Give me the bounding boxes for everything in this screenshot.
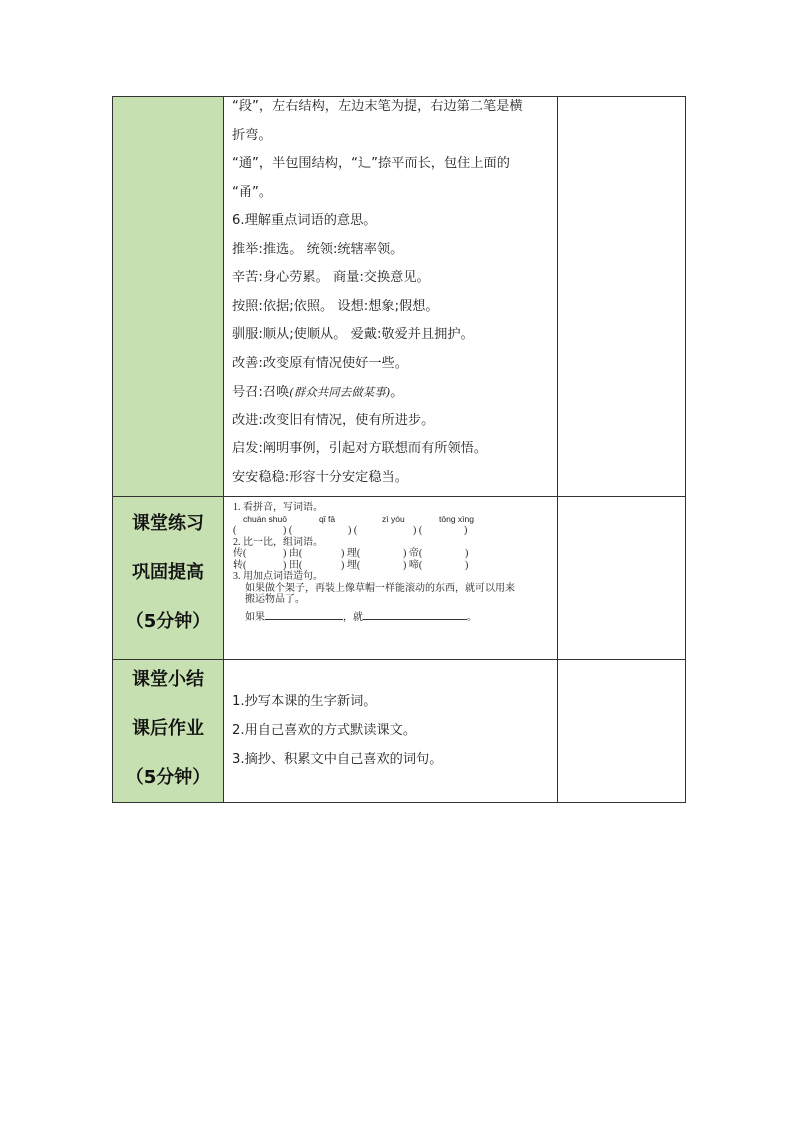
answer-parens: ( ) ( ) ( ) ( ) xyxy=(233,525,468,536)
list-item: 3.摘抄、积累文中自己喜欢的词句。 xyxy=(232,752,443,767)
pinyin: chuán shuō xyxy=(243,513,287,524)
section-label: 课堂小结 xyxy=(132,669,204,690)
compare-row: 转( ) 田( ) 埋( ) 啼( ) xyxy=(233,559,469,571)
fill-blank[interactable] xyxy=(363,610,467,620)
question-1: 1. 看拼音，写词语。 xyxy=(233,502,323,513)
list-item: 1.抄写本课的生字新词。 xyxy=(232,694,377,709)
list-item: 改进:改变旧有情况，使有所进步。 xyxy=(232,412,435,428)
lesson-plan-table xyxy=(112,96,686,803)
list-item: 6.理解重点词语的意思。 xyxy=(232,213,377,228)
list-item: 2.用自己喜欢的方式默读课文。 xyxy=(232,723,417,738)
list-item xyxy=(232,378,549,407)
question-3: 3. 用加点词语造句。 xyxy=(233,571,323,582)
pinyin: qǐ fā xyxy=(319,513,336,524)
section-label: 巩固提高 xyxy=(132,562,204,583)
table-row-summary xyxy=(113,660,686,803)
example-sentence: 如果做个架子，再装上像草帽一样能滚动的东西，就可以用来 xyxy=(245,582,515,594)
table-row-key-words xyxy=(113,97,686,497)
haozhao-end: 。 xyxy=(390,385,404,400)
fill-in-sentence: 如果 ，就 。 xyxy=(245,611,477,623)
content-cell xyxy=(224,97,558,497)
list-item: 安安稳稳:形容十分安定稳当。 xyxy=(232,469,408,485)
list-item: 改善:改变原有情况使好一些。 xyxy=(232,355,408,371)
key-words-list xyxy=(224,93,557,492)
section-label-cell xyxy=(113,97,224,497)
example-sentence: 搬运物品了。 xyxy=(245,594,305,605)
exercise-cell xyxy=(224,497,558,660)
list-item: 启发:阐明事例，引起对方联想而有所领悟。 xyxy=(232,441,488,456)
list-item: 驯服:顺从;使顺从。 爱戴:敬爱并且拥护。 xyxy=(232,327,474,342)
section-label: 课后作业 xyxy=(132,718,204,739)
fill-blank[interactable] xyxy=(265,610,343,620)
pinyin: zì yóu xyxy=(382,513,405,524)
compare-row: 传( ) 由( ) 理( ) 帝( ) xyxy=(233,548,469,559)
exercise-image xyxy=(224,497,557,621)
list-item: “段”，左右结构，左边末笔为提，右边第二笔是横 xyxy=(232,99,523,114)
pinyin-row xyxy=(233,514,557,526)
list-item: “通”，半包围结构，“⻌”捺平而长，包住上面的 xyxy=(232,156,510,171)
list-item: 推举:推选。 统领:统辖率领。 xyxy=(232,241,404,257)
homework-list xyxy=(224,660,557,774)
notes-cell xyxy=(558,497,686,660)
list-item: 辛苦:身心劳累。 商量:交换意见。 xyxy=(232,270,430,285)
homework-cell xyxy=(224,660,558,803)
list-item: 按照:依据;依照。 设想:想象;假想。 xyxy=(232,298,439,314)
haozhao-term: 号召:召唤 xyxy=(232,385,290,400)
section-label-cell xyxy=(113,497,224,660)
question-2: 2. 比一比，组词语。 xyxy=(233,536,323,548)
list-item: 折弯。 xyxy=(232,127,272,143)
section-label-cell xyxy=(113,660,224,803)
haozhao-handwritten: (群众共同去做某事) xyxy=(289,385,391,399)
section-label: （5分钟） xyxy=(125,767,211,788)
list-item: “甬”。 xyxy=(232,184,273,200)
pinyin: tōng xìng xyxy=(439,513,474,524)
notes-cell xyxy=(558,97,686,497)
section-label: （5分钟） xyxy=(125,611,211,632)
section-label: 课堂练习 xyxy=(132,513,204,534)
notes-cell xyxy=(558,660,686,803)
table-row-practice xyxy=(113,497,686,660)
